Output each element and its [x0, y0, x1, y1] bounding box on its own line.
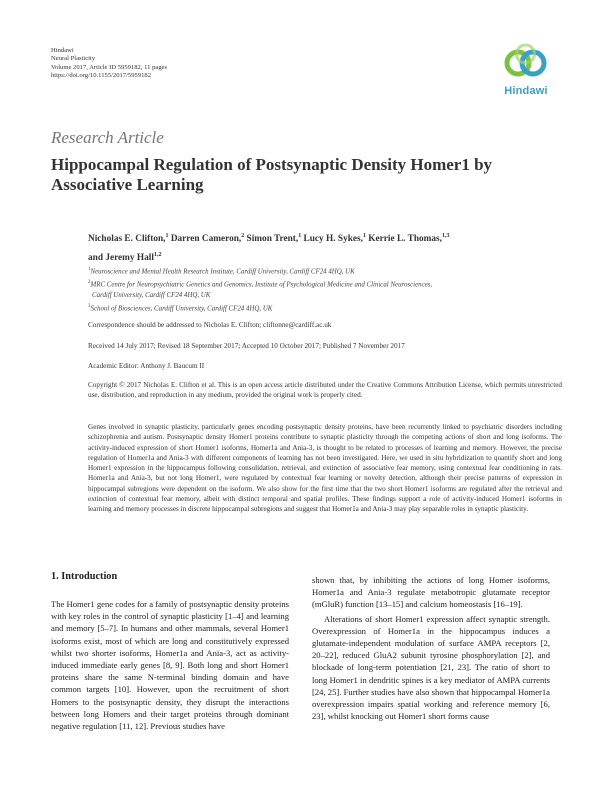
- academic-editor: Academic Editor: Anthony J. Baucum II: [88, 362, 205, 370]
- hindawi-logo: [498, 43, 554, 97]
- author: Darren Cameron,$^2$: [170, 233, 245, 245]
- section-heading: 1. Introduction: [51, 571, 118, 582]
- author: Nicholas E. Clifton,$^1$: [88, 233, 169, 245]
- logo-wordmark: Hindawi: [504, 85, 548, 97]
- journal-masthead: [51, 47, 167, 80]
- copyright-notice: Copyright © 2017 Nicholas E. Clifton et al. This is an open access article distributed under the Creative Commons Attribution License, which permits unrestricted use, distribution, and reproduction in any medium, provided the original work is properly cited.: [88, 381, 562, 400]
- affiliation-3: $^3$School of Biosciences, Cardiff University, Cardiff CF24 4HQ, UK: [88, 303, 273, 312]
- affiliation-1: $^1$Neuroscience and Mental Health Research Institute, Cardiff University, Cardiff CF24 4HQ, UK: [88, 267, 355, 276]
- article-type: Research Article: [51, 128, 164, 147]
- author: Kerrie L. Thomas,$^{1,3}$: [368, 233, 450, 245]
- affiliation-2-continued: Cardiff University, Cardiff CF24 4HQ, UK: [92, 292, 211, 299]
- volume-info: Volume 2017, Article ID 5959182, 11 pages: [51, 63, 168, 71]
- body-column-right: [312, 574, 550, 722]
- paragraph: The Homer1 gene codes for a family of postsynaptic density proteins with key roles in the control of synaptic plasticity [1–4] and learning and memory [5–7]. In humans and other mammals, several Homer1 isoforms exist, most of which are long and constitutively expressed whilst two shorter isoforms, Homer1a and Ania-3, act as activity-induced immediate early genes [8, 9]. Both long and short Homer1 proteins share the same N-terminal binding domain and have common targets [10]. However, upon the recruitment of short Homers to the postsynaptic density, they disrupt the interactions between long Homers and their target proteins through dominant negative regulation [11, 12]. Previous studies have: [51, 599, 289, 732]
- affiliation-2: $^2$MRC Centre for Neuropsychiatric Genetics and Genomics, Institute of Psychological Medicine and Clinical Neurosciences,: [88, 280, 433, 289]
- publication-dates: Received 14 July 2017; Revised 18 September 2017; Accepted 10 October 2017; Published 7 November 2017: [88, 342, 405, 350]
- author: Simon Trent,$^1$: [246, 233, 302, 245]
- paragraph: shown that, by inhibiting the actions of long Homer isoforms, Homer1a and Ania-3 regulate metabotropic glutamate receptor (mGluR) function [13–15] and calcium homeostasis [16–19].: [312, 575, 550, 610]
- publisher-name: Hindawi: [51, 47, 74, 54]
- journal-name: Neural Plasticity: [51, 55, 96, 63]
- hindawi-logo-icon: [504, 43, 548, 83]
- affiliations: [88, 265, 562, 315]
- correspondence-note: Correspondence should be addressed to Nicholas E. Clifton; cliftonne@cardiff.ac.uk: [88, 321, 332, 329]
- paragraph: Alterations of short Homer1 expression affect synaptic strength. Overexpression of Homer1a in the hippocampus induces a glutamate-independent modulation of surface AMPA receptors [2, 20–22], reduced GluA2 subunit tyrosine phosphorylation [2], and blockade of long-term potentiation [21, 23]. The ratio of short to long Homer1 in dendritic spines is a key mediator of AMPA currents [24, 25]. Further studies have also shown that hippocampal Homer1a overexpression impairs spatial working and reference memory [6, 23], whilst knocking out Homer1 short forms cause: [312, 613, 550, 722]
- author-list: [88, 228, 562, 266]
- doi-link[interactable]: https://doi.org/10.1155/2017/5959182: [51, 71, 152, 79]
- article-title: Hippocampal Regulation of Postsynaptic Density Homer1 by Associative Learning: [51, 155, 493, 194]
- body-column-left: [51, 570, 289, 732]
- author: Lucy H. Sykes,$^1$: [303, 233, 366, 245]
- author: and Jeremy Hall$^{1,2}$: [88, 252, 162, 264]
- abstract: Genes involved in synaptic plasticity, particularly genes encoding postsynaptic density proteins, have been recurrently linked to psychiatric disorders including schizophrenia and autism. Postsynaptic density Homer1 proteins contribute to synaptic plasticity through the competing actions of short and long isoforms. The activity-induced expression of short Homer1 isoforms, Homer1a and Ania-3, is thought to be related to processes of learning and memory. However, the precise regulation of Homer1a and Ania-3 with different components of learning has not been investigated. Here, we used in situ hybridization to quantify short and long Homer1 expression in the hippocampus following consolidation, retrieval, and extinction of associative fear memory, using contextual fear conditioning in rats. Homer1a and Ania-3, but not long Homer1, were regulated by contextual fear learning or novelty detection, although their precise patterns of expression in hippocampal subregions were dependent on the isoform. We also show for the first time that the two short Homer1 isoforms are regulated after the retrieval and extinction of contextual fear memory, albeit with distinct temporal and spatial profiles. These findings support a role of activity-induced Homer1 isoforms in learning and memory processes in discrete hippocampal subregions and suggest that Homer1a and Ania-3 may play separable roles in synaptic plasticity.: [88, 423, 562, 514]
